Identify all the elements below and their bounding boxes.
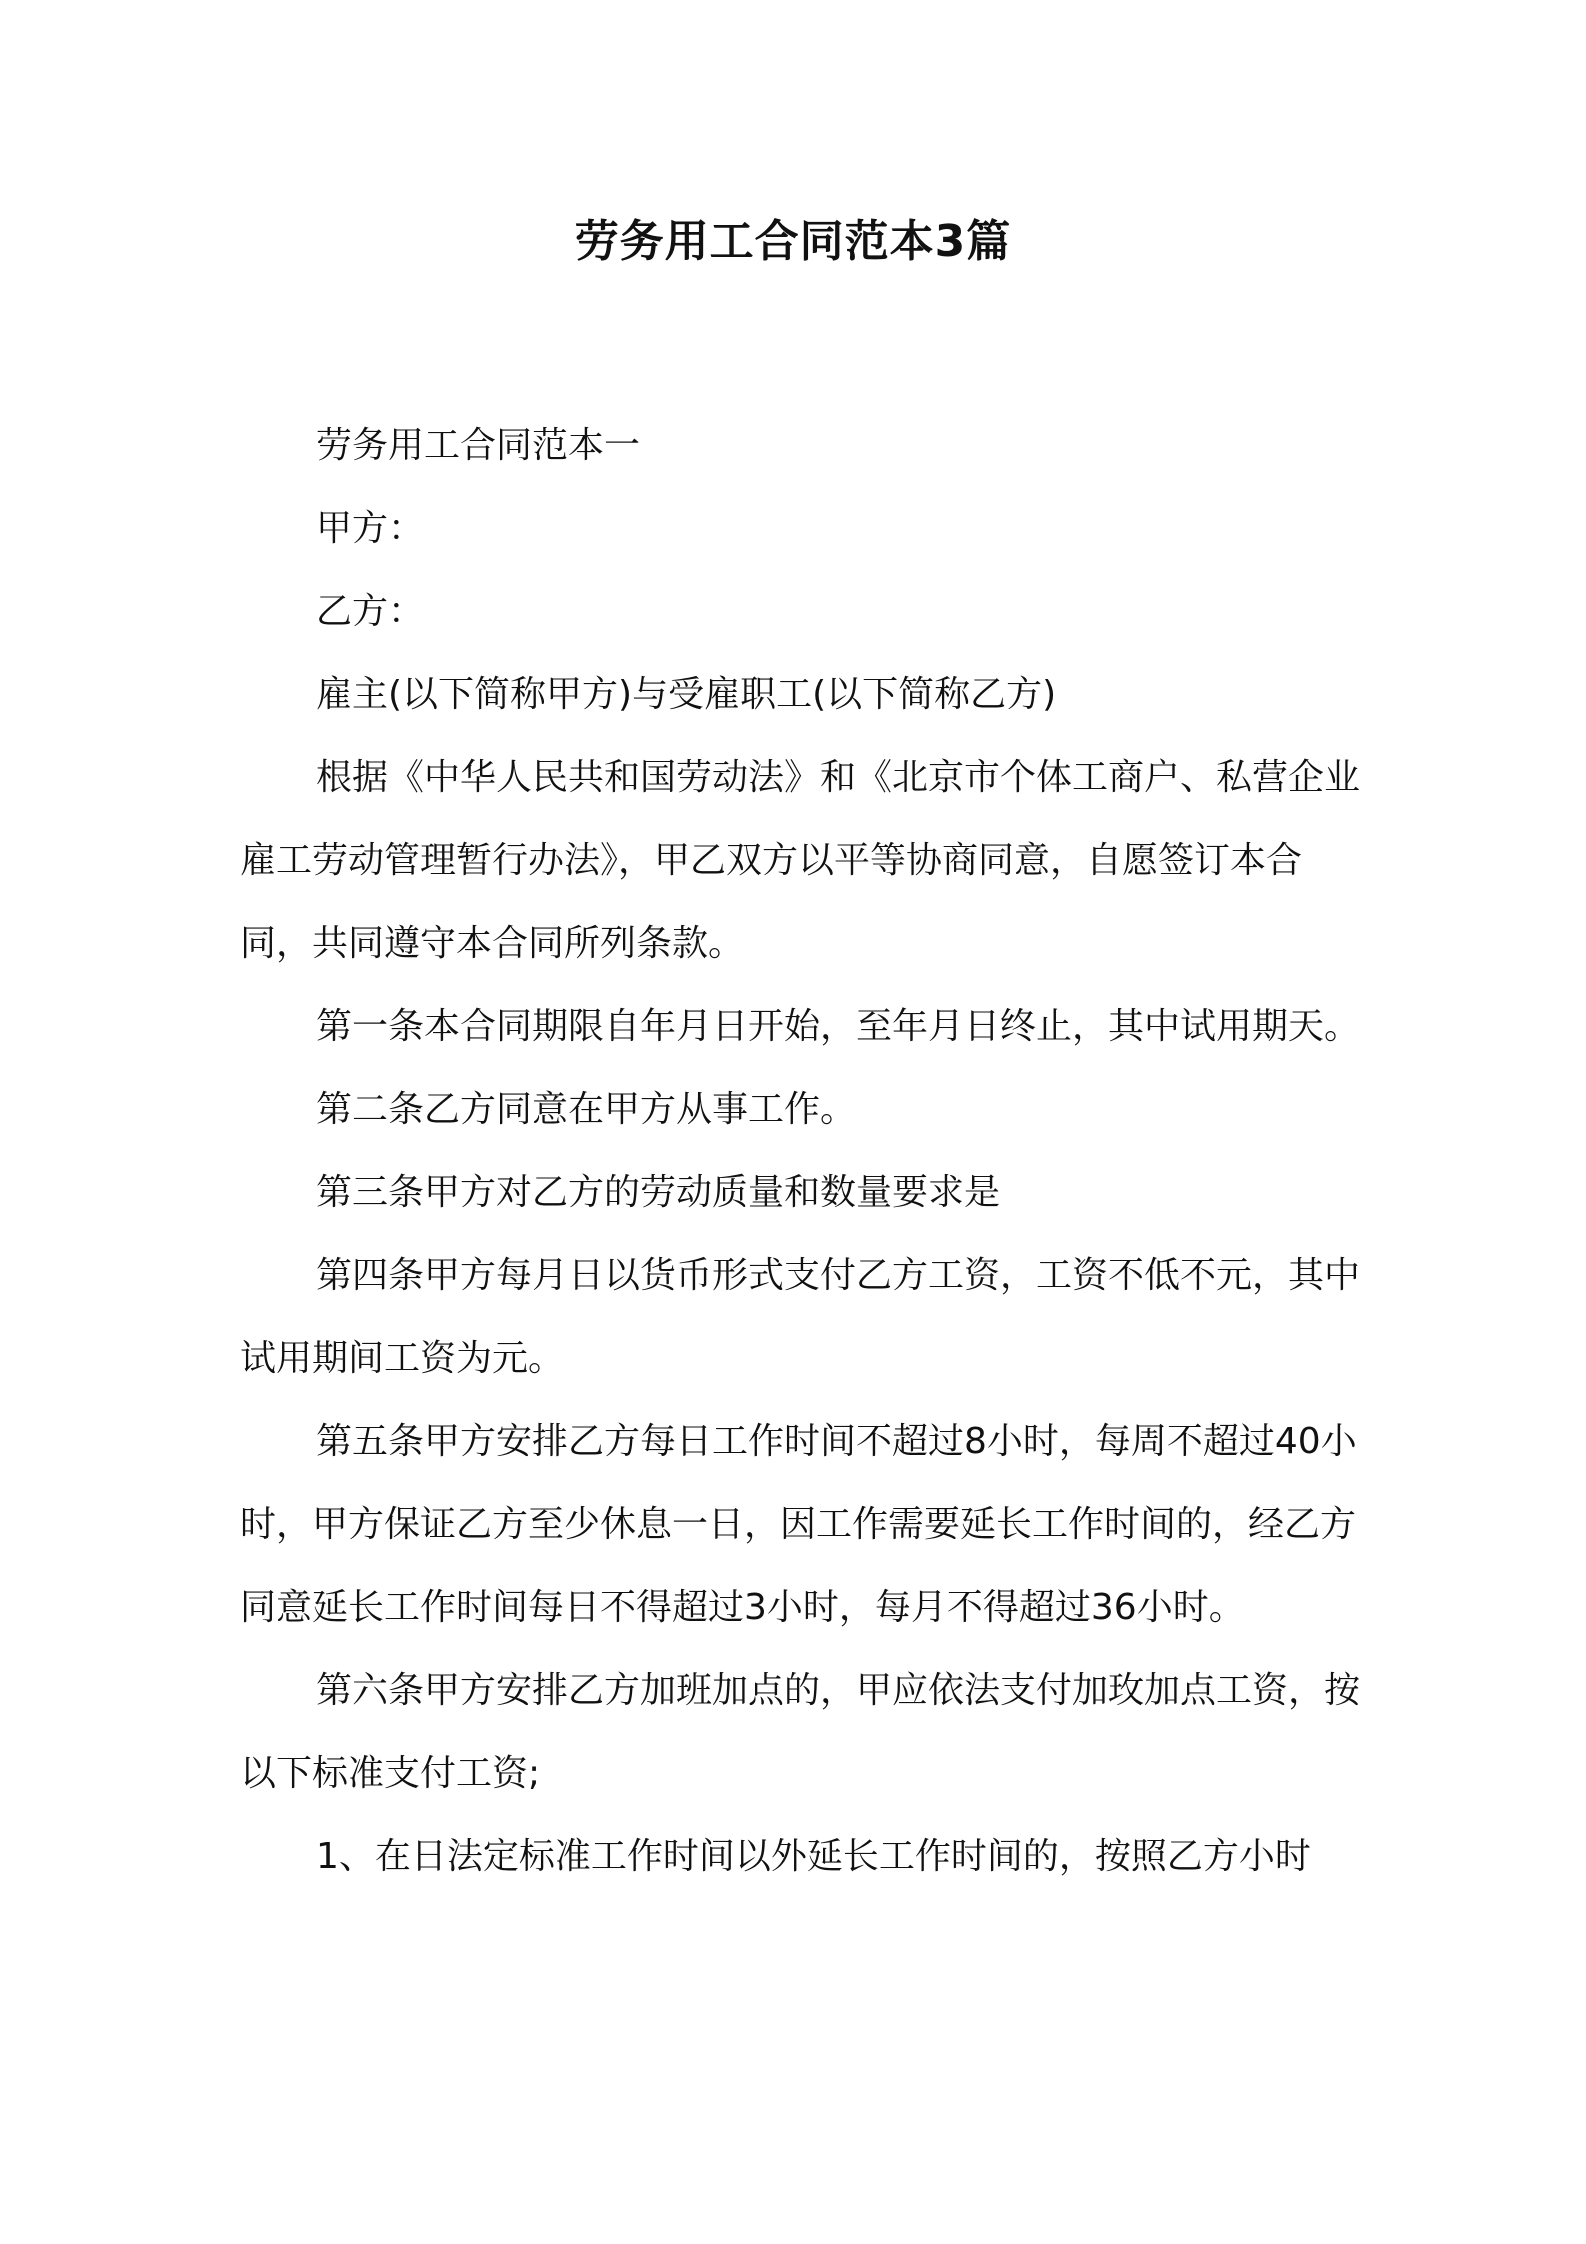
document-title: 劳务用工合同范本3篇 <box>574 216 1012 267</box>
article-2-paragraph: 第二条乙方同意在甲方从事工作。 <box>316 1089 857 1130</box>
party-a-line: 甲方： <box>316 508 425 549</box>
document-body <box>240 404 1360 1898</box>
subtitle-paragraph: 劳务用工合同范本一 <box>316 425 641 466</box>
parties-definition-paragraph: 雇主(以下简称甲方)与受雇职工(以下简称乙方) <box>316 674 1057 715</box>
article-5-paragraph: 第五条甲方安排乙方每日工作时间不超过8小时，每周不超过40小时，甲方保证乙方至少休息一日，因工作需要延长工作时间的，经乙方同意延长工作时间每日不得超过3小时，每月不得超过36小时。 <box>240 1421 1357 1628</box>
article-4-paragraph: 第四条甲方每月日以货币形式支付乙方工资，工资不低不元，其中试用期间工资为元。 <box>240 1255 1361 1379</box>
article-6-paragraph: 第六条甲方安排乙方加班加点的，甲应依法支付加玫加点工资，按以下标准支付工资; <box>240 1670 1361 1794</box>
preamble-paragraph: 根据《中华人民共和国劳动法》和《北京市个体工商户、私营企业雇工劳动管理暂行办法》，甲乙双方以平等协商同意，自愿签订本合同，共同遵守本合同所列条款。 <box>240 757 1361 964</box>
party-b-line: 乙方： <box>316 591 425 632</box>
article-6-item-1-paragraph: 1、在日法定标准工作时间以外延长工作时间的，按照乙方小时 <box>316 1836 1311 1877</box>
article-3-paragraph: 第三条甲方对乙方的劳动质量和数量要求是 <box>316 1172 1001 1213</box>
article-1-paragraph: 第一条本合同期限自年月日开始，至年月日终止，其中试用期天。 <box>316 1006 1361 1047</box>
